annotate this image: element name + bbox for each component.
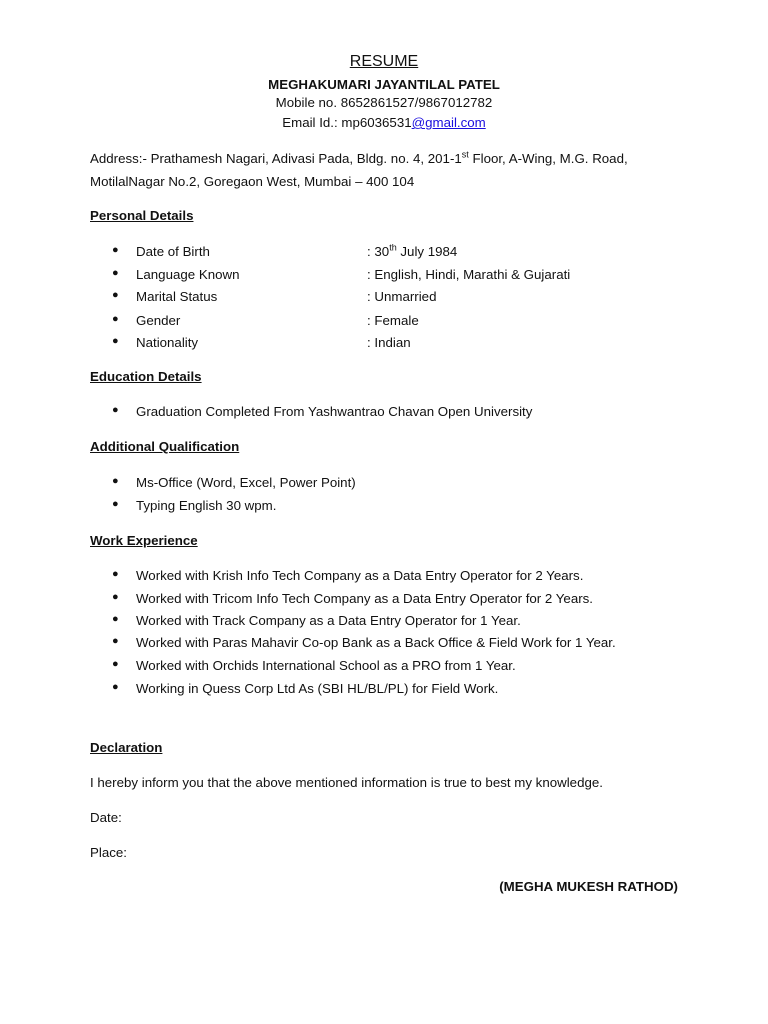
item-value-text: : 30 [367, 244, 390, 259]
mobile-number: Mobile no. 8652861527/9867012782 [275, 95, 493, 110]
address-line-1-text: Address:- Prathamesh Nagari, Adivasi Pada, Bldg. no. 4, 201-1 [90, 151, 462, 166]
list-item [0, 498, 768, 518]
signature-name: (MEGHA MUKESH RATHOD) [499, 879, 678, 894]
bullet-icon: ● [112, 335, 119, 347]
list-item [0, 289, 768, 309]
additional-qualification-heading: Additional Qualification [90, 439, 240, 454]
email-line [0, 115, 768, 130]
resume-title: RESUME [349, 53, 419, 70]
item-value [367, 267, 570, 282]
list-item [0, 244, 768, 264]
item-label: Gender [136, 313, 181, 328]
item-label: Graduation Completed From Yashwantrao Chavan Open University [136, 404, 533, 419]
item-value [367, 289, 436, 304]
item-value [367, 244, 457, 259]
address-sup: st [461, 149, 469, 160]
item-value-sup: th [389, 242, 397, 253]
address-line-1-rest: Floor, A-Wing, M.G. Road, [468, 151, 628, 166]
bullet-icon: ● [112, 613, 119, 625]
list-item [0, 267, 768, 287]
item-label: Language Known [136, 267, 240, 282]
list-item [0, 313, 768, 333]
item-value [367, 313, 419, 328]
list-item [0, 335, 768, 355]
list-item [0, 613, 768, 633]
bullet-icon: ● [112, 267, 119, 279]
list-item [0, 591, 768, 611]
personal-details-heading: Personal Details [90, 208, 194, 223]
declaration-text: I hereby inform you that the above mentioned information is true to best my knowledge. [90, 775, 603, 790]
bullet-icon: ● [112, 313, 119, 325]
item-label: Marital Status [136, 289, 218, 304]
candidate-name: MEGHAKUMARI JAYANTILAL PATEL [268, 77, 500, 92]
date-label: Date: [90, 810, 122, 825]
address-line-2: MotilalNagar No.2, Goregaon West, Mumbai – 400 104 [90, 174, 415, 189]
item-label: Date of Birth [136, 244, 210, 259]
bullet-icon: ● [112, 635, 119, 647]
list-item [0, 681, 768, 701]
item-label: Worked with Orchids International School as a PRO from 1 Year. [136, 658, 516, 673]
item-value-text: : Indian [367, 335, 411, 350]
place-label: Place: [90, 845, 127, 860]
education-details-heading: Education Details [90, 369, 202, 384]
bullet-icon: ● [112, 498, 119, 510]
item-value-text: : English, Hindi, Marathi & Gujarati [367, 267, 571, 282]
bullet-icon: ● [112, 475, 119, 487]
item-value-rest: July 1984 [396, 244, 458, 259]
bullet-icon: ● [112, 289, 119, 301]
list-item [0, 568, 768, 588]
bullet-icon: ● [112, 404, 119, 416]
item-label: Worked with Paras Mahavir Co-op Bank as a Back Office & Field Work for 1 Year. [136, 635, 616, 650]
address-line-1 [90, 151, 628, 166]
email-prefix: Email Id.: mp6036531 [282, 115, 412, 130]
email-link[interactable]: @gmail.com [411, 115, 486, 130]
item-label: Worked with Track Company as a Data Entry Operator for 1 Year. [136, 613, 521, 628]
work-experience-heading: Work Experience [90, 533, 198, 548]
item-label: Working in Quess Corp Ltd As (SBI HL/BL/PL) for Field Work. [136, 681, 499, 696]
list-item [0, 404, 768, 424]
bullet-icon: ● [112, 658, 119, 670]
item-label: Worked with Tricom Info Tech Company as a Data Entry Operator for 2 Years. [136, 591, 593, 606]
bullet-icon: ● [112, 244, 119, 256]
bullet-icon: ● [112, 591, 119, 603]
item-value-text: : Female [367, 313, 419, 328]
declaration-heading: Declaration [90, 740, 163, 755]
list-item [0, 635, 768, 655]
item-label: Typing English 30 wpm. [136, 498, 277, 513]
bullet-icon: ● [112, 568, 119, 580]
item-label: Nationality [136, 335, 199, 350]
item-value [367, 335, 411, 350]
list-item [0, 475, 768, 495]
item-value-text: : Unmarried [367, 289, 437, 304]
bullet-icon: ● [112, 681, 119, 693]
item-label: Worked with Krish Info Tech Company as a Data Entry Operator for 2 Years. [136, 568, 584, 583]
list-item [0, 658, 768, 678]
item-label: Ms-Office (Word, Excel, Power Point) [136, 475, 356, 490]
